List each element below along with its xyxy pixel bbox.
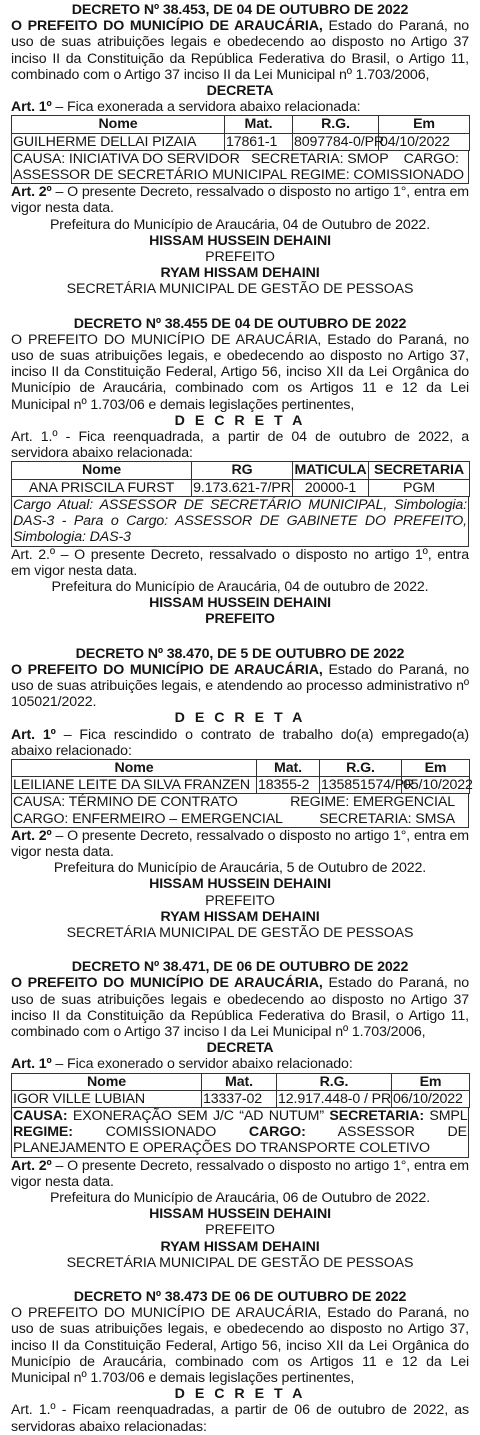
note-causa: CAUSA: TÉRMINO DE CONTRATO xyxy=(13,794,238,811)
signatory-role: SECRETÁRIA MUNICIPAL DE GESTÃO DE PESSOAS xyxy=(66,1254,414,1271)
decree-intro xyxy=(11,18,469,83)
decreta-heading: D E C R E T A xyxy=(174,1386,306,1403)
signatory-role: PREFEITO xyxy=(205,249,275,266)
cell-mat: 18355-2 xyxy=(257,777,320,794)
decreta-heading: D E C R E T A xyxy=(174,710,306,727)
cell-rg: 135851574/PR xyxy=(321,777,415,794)
employee-table xyxy=(11,1073,470,1108)
signatory-name: HISSAM HUSSEIN DEHAINI xyxy=(149,232,331,249)
article-2 xyxy=(11,184,469,216)
article-label: Art. 1º xyxy=(11,1056,52,1073)
decree-intro: O PREFEITO DO MUNICÍPIO DE ARAUCÁRIA, Estado do Paraná, no uso de suas atribuições legais, e obedecendo ao disposto no Artigo 37, inciso II da Constituição Federal, Artigo 56, inciso XII da Lei Orgânica do Município de Araucária, combinado com os Artigos 11 e 12 da Lei Municipal nº 1.703/06 e demais legislações pertinentes, xyxy=(11,331,469,413)
decree-intro: O PREFEITO DO MUNICÍPIO DE ARAUCÁRIA, Estado do Paraná, no uso de suas atribuições legais, e obedecendo ao disposto no Artigo 37, inciso II da Constituição Federal, Artigo 56, inciso XII da Lei Orgânica do Município de Araucária, combinado com os Artigos 11 e 12 da Lei Municipal nº 1.703/06 e demais legislações pertinentes, xyxy=(11,1305,469,1387)
article-label: Art. 1º xyxy=(11,726,56,743)
decree-title: DECRETO Nº 38.453, DE 04 DE OUTUBRO DE 2022 xyxy=(71,2,409,18)
article-label: Art. 2º xyxy=(11,184,52,201)
article-2 xyxy=(11,1158,469,1190)
signatory-name: HISSAM HUSSEIN DEHAINI xyxy=(149,1206,331,1223)
table-header-row xyxy=(12,116,470,133)
article-text: – O presente Decreto, ressalvado o disposto no artigo 1°, entra em vigor nesta data. xyxy=(11,827,469,860)
decree-38470 xyxy=(11,645,473,942)
col-em: Em xyxy=(402,759,470,776)
article-text: – O presente Decreto, ressalvado o disposto no artigo 1°, entra em vigor nesta data. xyxy=(11,184,469,217)
place-date: Prefeitura do Município de Araucária, 06 de Outubro de 2022. xyxy=(49,1190,431,1207)
article-text: – O presente Decreto, ressalvado o disposto no artigo 1°, entra em vigor nesta data. xyxy=(11,1157,469,1190)
place-date: Prefeitura do Município de Araucária, 5 de Outubro de 2022. xyxy=(53,860,427,877)
intro-authority: O PREFEITO DO MUNICÍPIO DE ARAUCÁRIA, xyxy=(11,975,323,992)
decree-title: DECRETO Nº 38.470, DE 5 DE OUTUBRO DE 2022 xyxy=(75,645,405,662)
decree-intro xyxy=(11,662,469,711)
cell-nome: GUILHERME DELLAI PIZAIA xyxy=(12,133,225,150)
cell-mat: 13337-02 xyxy=(202,1090,277,1107)
col-mat: Mat. xyxy=(257,759,320,776)
decreta-heading: DECRETA xyxy=(206,83,274,100)
note-line: CAUSA: INICIATIVA DO SERVIDOR SECRETARIA: SMOP CARGO: xyxy=(13,150,459,167)
signatory-name: HISSAM HUSSEIN DEHAINI xyxy=(149,595,331,612)
note-text: EXONERAÇÃO SEM J/C “AD NUTUM” xyxy=(67,1108,330,1124)
article-2 xyxy=(11,828,469,860)
place-date: Prefeitura do Município de Araucária, 04 de Outubro de 2022. xyxy=(49,216,431,233)
decree-title: DECRETO Nº 38.455 DE 04 DE OUTUBRO DE 2022 xyxy=(73,315,407,332)
signatory-name: RYAM HISSAM DEHAINI xyxy=(160,908,320,925)
signatory-role: SECRETÁRIA MUNICIPAL DE GESTÃO DE PESSOAS xyxy=(66,924,414,941)
col-secretaria: SECRETARIA xyxy=(369,462,470,479)
decree-title: DECRETO Nº 38.473 DE 06 DE OUTUBRO DE 2022 xyxy=(73,1289,407,1306)
col-em: Em xyxy=(392,1073,470,1090)
table-row xyxy=(12,1090,470,1107)
signatory-role: PREFEITO xyxy=(205,892,275,909)
note-regime: REGIME: EMERGENCIAL xyxy=(290,794,455,811)
col-rg: R.G. xyxy=(277,1073,392,1090)
col-mat: Mat. xyxy=(225,116,293,133)
decreta-heading: D E C R E T A xyxy=(174,412,306,429)
signatory-role: PREFEITO xyxy=(205,1222,275,1239)
table-note: Cargo Atual: ASSESSOR DE SECRETÁRIO MUNICIPAL, Simbologia: DAS-3 - Para o Cargo: ASSESSOR DE GABINETE DO PREFEITO, Simbologia: DAS-3 xyxy=(13,496,467,546)
col-nome: Nome xyxy=(12,116,225,133)
cell-mat: 17861-1 xyxy=(225,133,293,150)
col-rg: R.G. xyxy=(320,759,402,776)
article-1 xyxy=(11,727,469,759)
decreta-heading: DECRETA xyxy=(206,1040,274,1057)
note-label: CAUSA: xyxy=(13,1108,68,1124)
intro-authority: O PREFEITO DO MUNICÍPIO DE ARAUCÁRIA, xyxy=(11,661,323,678)
note-label: CARGO: xyxy=(248,1124,306,1141)
table-note xyxy=(11,151,469,184)
article-1 xyxy=(11,99,469,115)
cell-nome: IGOR VILLE LUBIAN xyxy=(12,1090,202,1107)
intro-text: Estado do Paraná, no uso de suas atribuições legais e obedecendo ao disposto no Artigo 37 inciso II da Constituição da República Federativa do Brasil, o Artigo 11, combinado com o Artigo 37 inciso I da Lei Municipal nº 1.703/2006, xyxy=(11,975,470,1040)
article-1 xyxy=(11,1056,469,1072)
signatory-name: HISSAM HUSSEIN DEHAINI xyxy=(149,876,331,893)
article-2: Art. 2.º – O presente Decreto, ressalvado o disposto no artigo 1º, entra em vigor nesta data. xyxy=(11,546,469,579)
table-header-row xyxy=(12,759,470,776)
col-matricula: MATICULA xyxy=(294,462,367,479)
col-nome: Nome xyxy=(12,759,257,776)
article-label: Art. 2º xyxy=(11,1157,52,1174)
decree-38473 xyxy=(11,1289,469,1435)
cell-rg: 12.917.448-0 / PR xyxy=(278,1090,392,1107)
table-row xyxy=(12,133,470,150)
note-line: ASSESSOR DE SECRETÁRIO MUNICIPAL REGIME: COMISSIONADO xyxy=(13,167,464,184)
decree-title: DECRETO Nº 38.471, DE 06 DE OUTUBRO DE 2022 xyxy=(71,959,409,976)
employee-table xyxy=(11,461,470,496)
note-text: ASSESSOR DE PLANEJAMENTO E OPERAÇÕES DO TRANSPORTE COLETIVO xyxy=(13,1124,467,1157)
table-row xyxy=(12,479,470,496)
cell-em: 04/10/2022 xyxy=(379,133,470,150)
article-label: Art. 1º xyxy=(11,99,52,116)
signatory-role: PREFEITO xyxy=(205,611,275,628)
note-label: SECRETARIA: xyxy=(329,1108,424,1124)
table-note xyxy=(11,1108,469,1158)
cell-secretaria: PGM xyxy=(369,479,470,496)
table-header-row xyxy=(12,1073,470,1090)
col-rg: RG xyxy=(192,462,293,479)
table-header-row xyxy=(12,462,470,479)
place-date: Prefeitura do Município de Araucária, 04 de outubro de 2022. xyxy=(51,578,429,595)
cell-nome: LEILIANE LEITE DA SILVA FRANZEN xyxy=(12,777,257,794)
article-label: Art. 2º xyxy=(11,827,52,844)
cell-nome: ANA PRISCILA FURST xyxy=(12,479,192,496)
cell-em: 06/10/2022 xyxy=(392,1090,470,1107)
signatory-role: SECRETÁRIA MUNICIPAL DE GESTÃO DE PESSOAS xyxy=(66,281,414,298)
col-rg: R.G. xyxy=(293,116,379,133)
table-row xyxy=(12,777,470,794)
note-row xyxy=(13,811,467,827)
decree-38471 xyxy=(11,959,469,1271)
decree-intro xyxy=(11,975,469,1040)
note-text: SMPL xyxy=(423,1108,467,1124)
article-text: – Fica rescindido o contrato de trabalho do(a) empregado(a) abaixo relacionado: xyxy=(11,726,470,759)
decree-38455 xyxy=(11,316,469,628)
article-text: – Fica exonerada a servidora abaixo relacionada: xyxy=(51,99,361,116)
decree-38453 xyxy=(11,2,469,298)
cell-rg: 8097784-0/PR xyxy=(294,133,385,150)
note-row xyxy=(13,794,467,810)
intro-authority: O PREFEITO DO MUNICÍPIO DE ARAUCÁRIA, xyxy=(11,18,323,35)
signatory-name: RYAM HISSAM DEHAINI xyxy=(160,265,320,282)
col-em: Em xyxy=(379,116,470,133)
employee-table xyxy=(11,759,473,794)
note-text: COMISSIONADO xyxy=(72,1124,249,1141)
note-cargo: CARGO: ENFERMEIRO – EMERGENCIAL xyxy=(13,810,283,827)
cell-matricula: 20000-1 xyxy=(293,479,369,496)
cell-em: 05/10/2022 xyxy=(403,777,473,794)
col-mat: Mat. xyxy=(202,1073,277,1090)
employee-table xyxy=(11,115,470,150)
note-secretaria: SECRETARIA: SMSA xyxy=(319,810,455,827)
signatory-name: RYAM HISSAM DEHAINI xyxy=(160,1238,320,1255)
col-nome: Nome xyxy=(12,1073,202,1090)
article-1: Art. 1.º - Ficam reenquadradas, a partir de 06 de outubro de 2022, as servidoras abaixo relacionadas: xyxy=(11,1402,469,1435)
intro-text: Estado do Paraná, no uso de suas atribuições legais e obedecendo ao disposto no Artigo 37 inciso II da Constituição da República Federativa do Brasil, o Artigo 11, combinado com o Artigo 37 inciso II da Lei Municipal nº 1.703/2006, xyxy=(11,18,470,83)
col-nome: Nome xyxy=(12,462,192,479)
intro-text: Estado do Paraná, no uso de suas atribuições legais, e atendendo ao processo administrativo nº 105021/2022. xyxy=(11,661,470,711)
table-note xyxy=(11,794,469,827)
article-text: – Fica exonerado o servidor abaixo relacionado: xyxy=(51,1056,353,1073)
article-1: Art. 1.º - Fica reenquadrada, a partir de 04 de outubro de 2022, a servidora abaixo relacionada: xyxy=(11,429,469,462)
cell-rg: 9.173.621-7/PR xyxy=(193,479,291,496)
note-label: REGIME: xyxy=(13,1124,73,1141)
